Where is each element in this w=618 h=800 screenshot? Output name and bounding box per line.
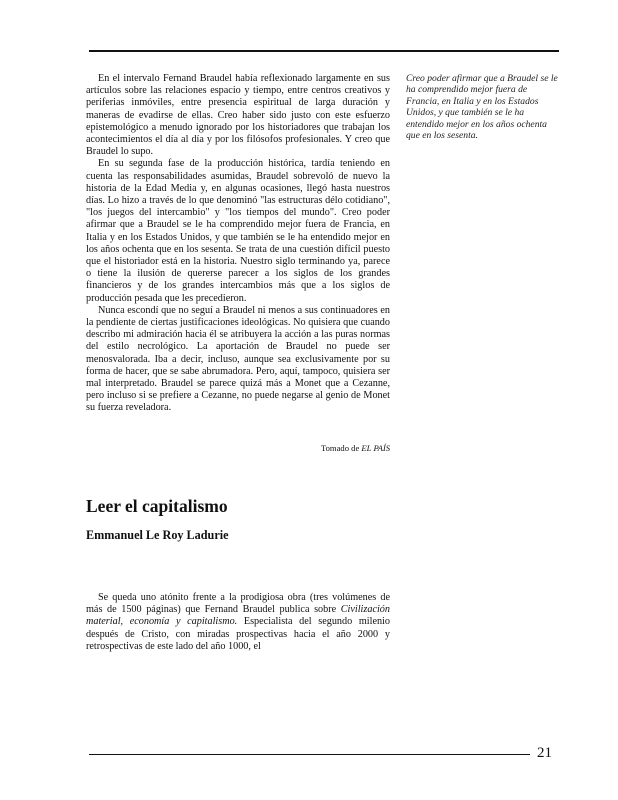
- text-before: Se queda uno atónito frente a la prodigiosa obra (tres volúmenes de más de 1500 páginas) que Fernand Braudel publica sobre: [86, 592, 390, 616]
- credit-source: EL PAÍS: [361, 443, 390, 453]
- paragraph: En su segunda fase de la producción histórica, tardía teniendo en cuenta las responsabilidades asumidas, Braudel sobrevoló de nuevo la historia de la Edad Media y, en algunas ocasiones, llegó hasta nuestros días. Lo hizo a través de lo que denominó "las estructuras délo cotidiano", "los juegos del intercambio" y "los tiempos del mundo". Creo poder afirmar que a Braudel se le ha comprendido mejor fuera de Francia, en Italia y en los Estados Unidos, y que también se le ha entendido mejor en los años ochenta que en los sesenta. Se trata de una cuestión difícil puesto que el historiador está en la historia. Nuestro siglo terminando ya, parece o tiene la ilusión de quererse parecer a los siglos de los grandes financieros y de los grandes intercambios más que a los siglos de producción pesada que les precedieron.: [86, 158, 390, 304]
- article-title: Leer el capitalismo: [86, 496, 228, 516]
- credit-prefix: Tomado de: [320, 443, 362, 453]
- source-credit: [250, 443, 390, 453]
- paragraph: Nunca escondí que no seguí a Braudel ni menos a sus continuadores en la pendiente de ciertas justificaciones ideológicas. No quisiera que cuando describo mi admiración hacia él se atribuyera la acción a las puras normas del estilo necrológico. La aportación de Braudel no puede ser menosvalorada. Iba a decir, incluso, aunque sea exclusivamente por su forma de hacer, que se sabe abrumadora. Pero, aquí, tampoco, quisiera ser mal interpretado. Braudel se parece quizá más a Monet que a Cezanne, pero incluso si se prefiere a Cezanne, no puede negarse al genio de Monet su fuerza reveladora.: [86, 304, 390, 414]
- top-rule: [89, 50, 559, 52]
- paragraph: En el intervalo Fernand Braudel había reflexionado largamente en sus artículos sobre las relaciones espacio y tiempo, entre centros creativos y periferias inmóviles, entre presencia espiritual de larga duración y maneras de evadirse de ellas. Creo haber sido justo con este esfuerzo epistemológico a menudo ignorado por los historiadores que trabajan los acontecimientos el día al día y por los filósofos profesionales. Y creo que Braudel lo supo.: [86, 73, 390, 158]
- page-number: 21: [537, 745, 552, 761]
- article-body-2: [86, 592, 390, 653]
- bottom-rule: [89, 754, 530, 755]
- book-title: Civilización material, economía y capitalismo.: [86, 604, 390, 628]
- article-author: Emmanuel Le Roy Ladurie: [86, 528, 229, 542]
- paragraph: [86, 592, 390, 653]
- text-after: Especialista del segundo milenio después de Cristo, con miradas prospectivas hacia el año 2000 y retrospectivas de este lado del año 1000, el: [86, 616, 390, 652]
- article-body: [86, 73, 390, 415]
- pull-quote: Creo poder afirmar que a Braudel se le ha comprendido mejor fuera de Francia, en Italia y en los Estados Unidos, y que también se le ha entendido mejor en los años ochenta que en los sesenta.: [406, 73, 558, 142]
